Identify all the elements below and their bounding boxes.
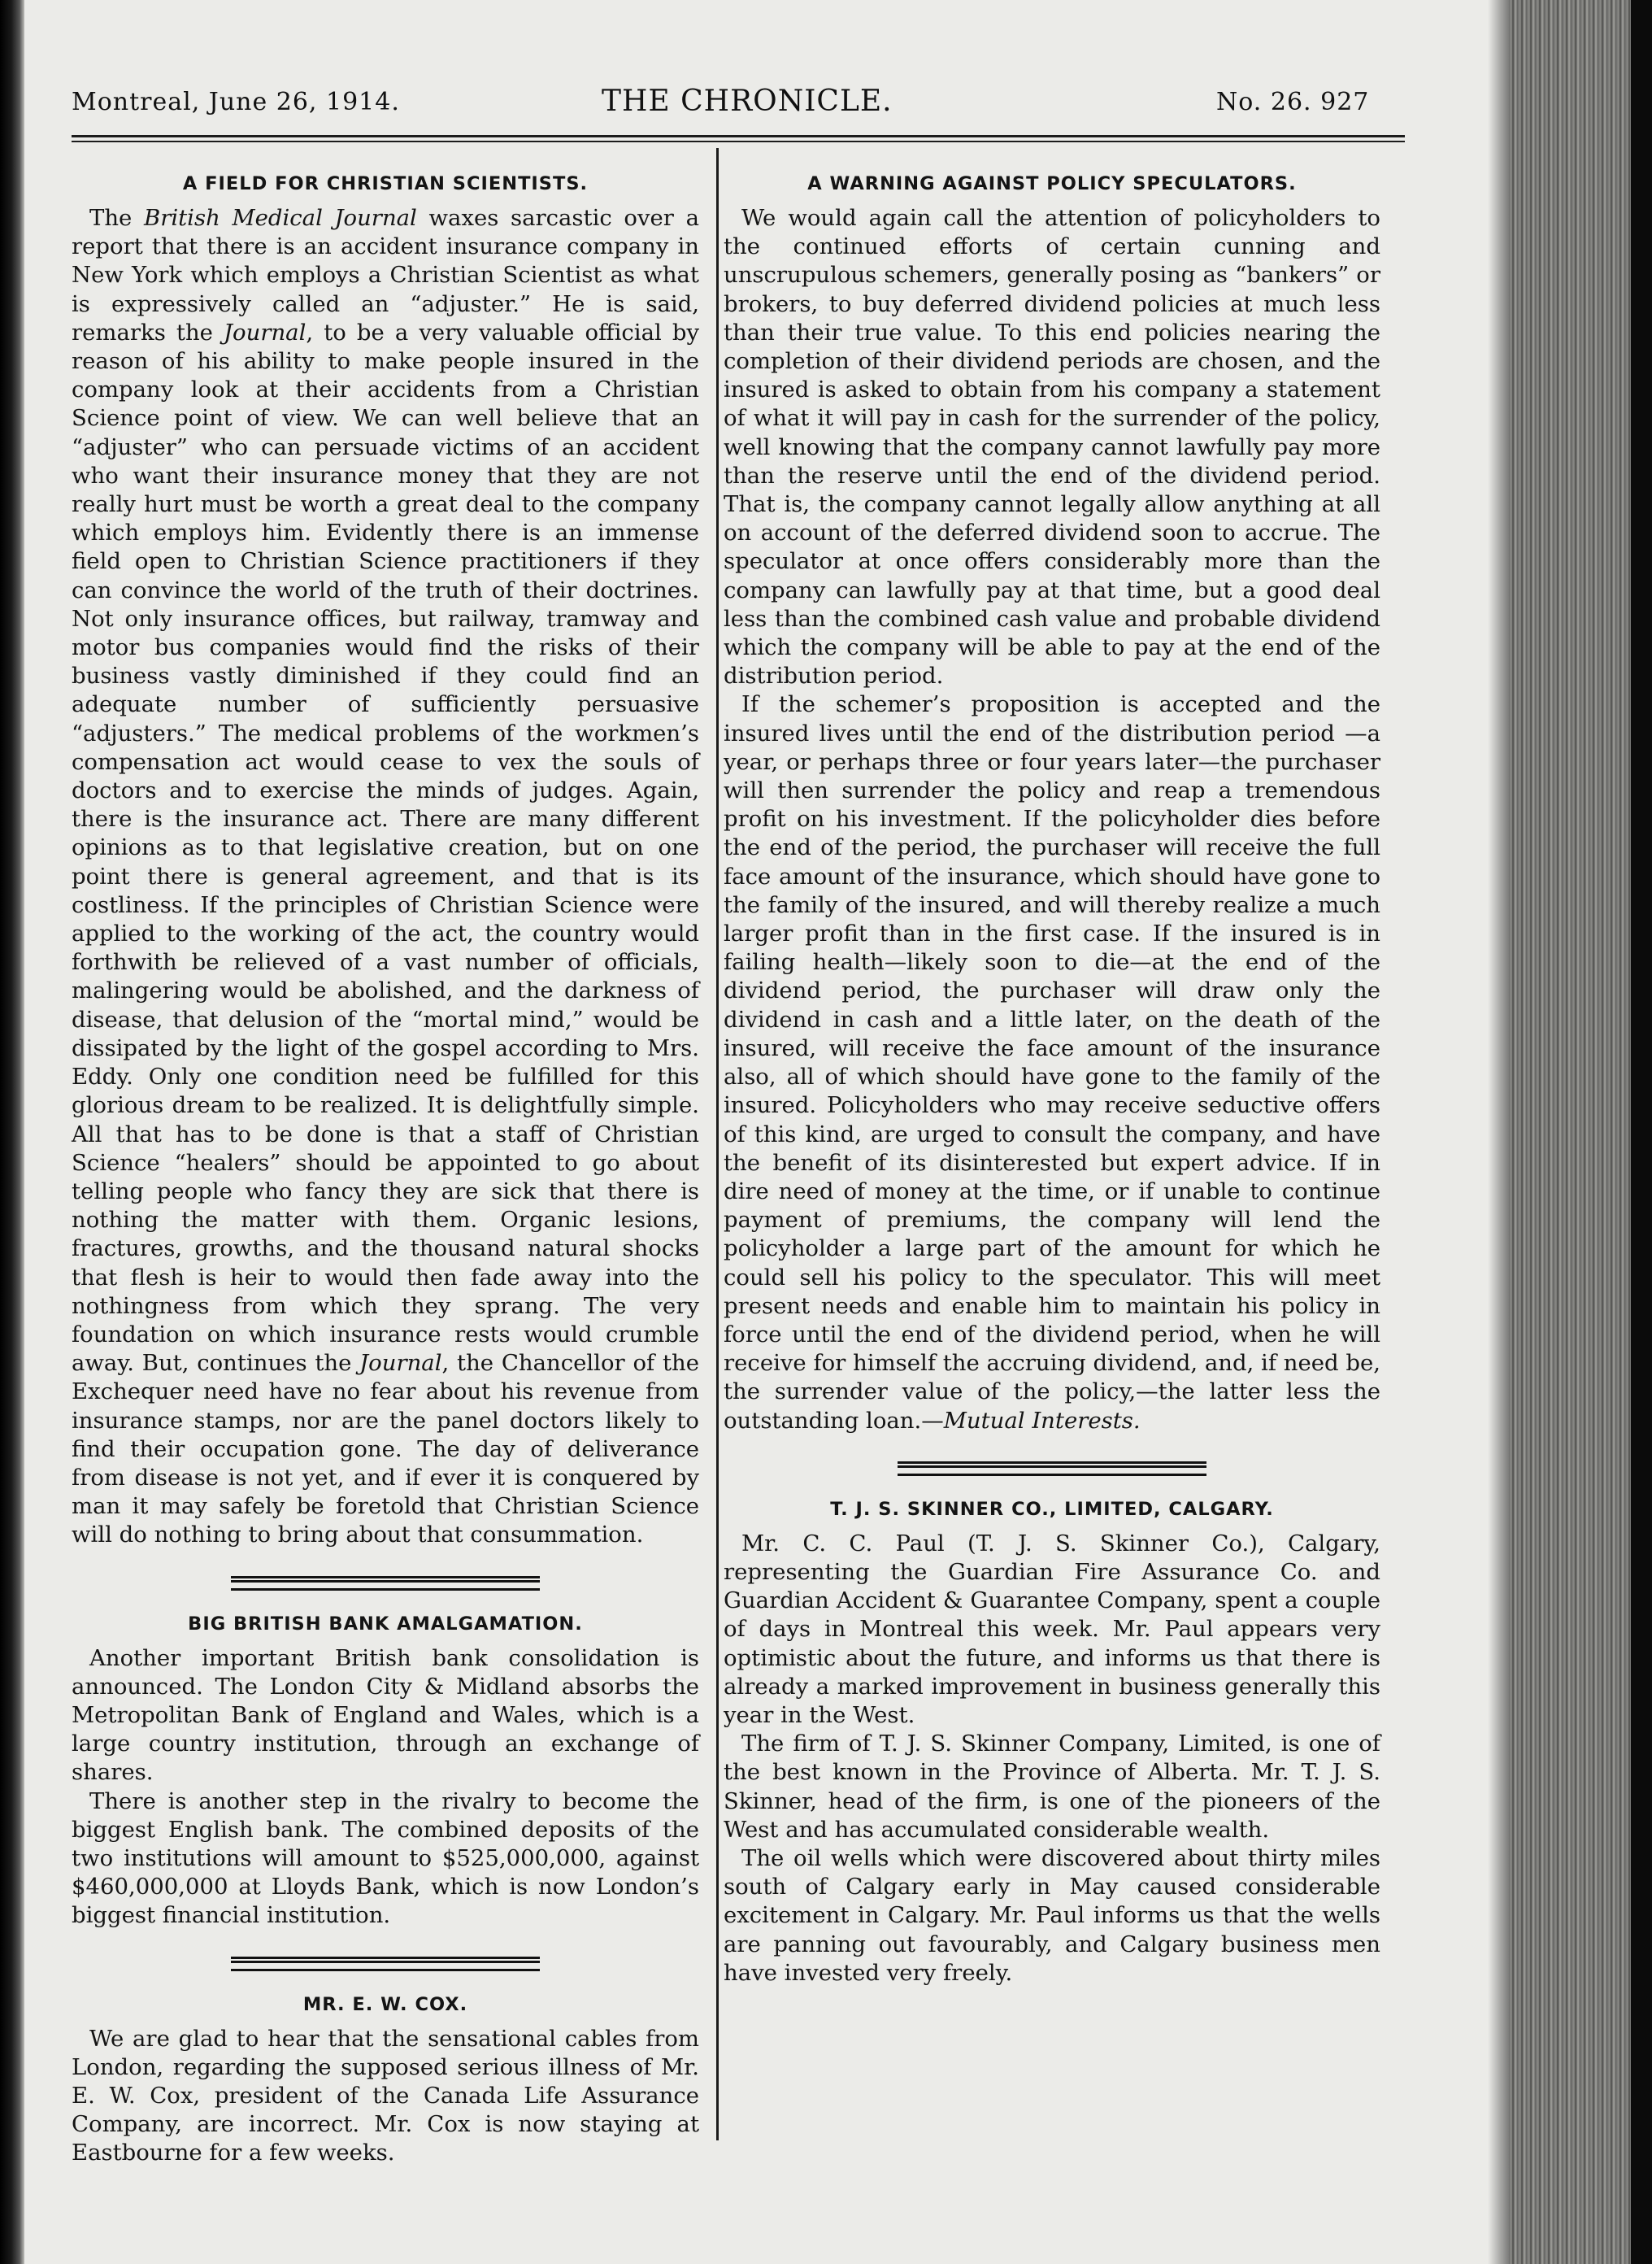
publication-name: Journal bbox=[224, 319, 306, 346]
text-run: , to be a very valuable official by reason of his ability to make people insured in the company look at their accidents from a Christian Science point of view. We can well believe that an “adjuster” who can persuade victims of an accident who want their insurance money that they are not really hurt must be worth a great deal to the company which employs him. Evidently there is an immense field open to Christian Science practitioners if they can convince the world of the truth of their doctrines. Not only insurance offices, but railway, tramway and motor bus companies would find the risks of their business vastly diminished if they could find an adequate number of sufficiently persuasive “adjusters.” The medical problems of the workmen’s compensation act would cease to vex the souls of doctors and to exercise the minds of judges. Again, there is the insurance act. There are many different opinions as to that legislative creation, but on one point there is general agreement, and that is its costliness. If the principles of Christian Science were applied to the working of the act, the country would forthwith be relieved of a vast number of officials, malingering would be abolished, and the darkness of disease, that delusion of the “mortal mind,” would be dissipated by the light of the gospel according to Mrs. Eddy. Only one condition need be fulfilled for this glorious dream to be realized. It is delightfully simple. All that has to be done is that a staff of Christian Science “healers” should be appointed to go about telling people who fancy they are sick that there is nothing the matter with them. Organic lesions, fractures, growths, and the thousand natural shocks that flesh is heir to would then fade away into the nothingness from which they sprang. The very foundation on which insurance rests would crumble away. But, continues the bbox=[72, 319, 699, 1377]
issue-page-number: No. 26. 927 bbox=[1216, 88, 1370, 116]
article-paragraph: Mr. C. C. Paul (T. J. S. Skinner Co.), Calgary, representing the Guardian Fire Assurance Co. and Guardian Accident & Guarantee Company, spent a couple of days in Montreal this week. Mr. Paul appears very optimistic about the future, and informs us that there is already a marked improvement in business generally this year in the West. bbox=[724, 1530, 1380, 1728]
section-divider bbox=[72, 1565, 699, 1597]
article-cox bbox=[72, 1992, 699, 2168]
right-column bbox=[724, 167, 1380, 1988]
section-divider bbox=[72, 1945, 699, 1978]
article-source: Mutual Interests. bbox=[943, 1407, 1141, 1434]
article-heading: MR. E. W. COX. bbox=[302, 1993, 468, 2015]
text-run: , the Chancellor of the Exchequer need have no fear about his revenue from insurance stamps, nor are the panel doctors likely to find their occupation gone. The day of deliverance from disease is not yet, and if ever it is conquered by man it may safely be foretold that Christian Science will do nothing to bring about that consummation. bbox=[72, 1350, 699, 1548]
page-header bbox=[0, 81, 1415, 130]
article-heading: A FIELD FOR CHRISTIAN SCIENTISTS. bbox=[182, 173, 589, 194]
publication-name: British Medical Journal bbox=[143, 205, 417, 231]
header-rule bbox=[72, 135, 1405, 142]
masthead-title: THE CHRONICLE. bbox=[602, 85, 893, 118]
article-paragraph: Another important British bank consolidation is announced. The London City & Midland absorbs the Metropolitan Bank of England and Wales, which is a large country institution, through an exchange of shares. bbox=[72, 1644, 699, 1786]
book-page-edges bbox=[1509, 0, 1652, 2264]
article-paragraph bbox=[724, 690, 1380, 1435]
text-run: The bbox=[89, 205, 144, 231]
article-bank-amalgamation bbox=[72, 1612, 699, 1931]
article-paragraph: The firm of T. J. S. Skinner Company, Limited, is one of the best known in the Province of Alberta. Mr. T. J. S. Skinner, head of the firm, is one of the pioneers of the West and has accumulated considerable wealth. bbox=[724, 1731, 1380, 1843]
text-run: If the schemer’s proposition is accepted and the insured lives until the end of the distribution period —a year, or perhaps three or four years later—the purchaser will then surrender the policy and reap a tremendous profit on his investment. If the policyholder dies before the end of the period, the purchaser will receive the full face amount of the insurance, which should have gone to the family of the insured, and will thereby realize a much larger profit than in the first case. If the insured is in failing health—likely soon to die—at the end of the dividend period, the purchaser will draw only the dividend in cash and a little later, on the death of the insured, will receive the face amount of the insurance also, all of which should have gone to the family of the insured. Policyholders who may receive seductive offers of this kind, are urged to consult the company, and have the benefit of its disinterested but expert advice. If in dire need of money at the time, or if unable to continue payment of premiums, the company will lend the policyholder a large part of the amount for which he could sell his policy to the speculator. This will meet present needs and enable him to maintain his policy in force until the end of the dividend period, when he will receive for himself the accruing dividend, and, if need be, the surrender value of the policy,—the latter less the outstanding loan.— bbox=[724, 691, 1380, 1434]
article-paragraph: The oil wells which were discovered about thirty miles south of Calgary early in May caused considerable excitement in Calgary. Mr. Paul informs us that the wells are panning out favourably, and Calgary business men have invested very freely. bbox=[724, 1844, 1380, 1986]
column-rule bbox=[716, 148, 719, 2140]
article-skinner bbox=[724, 1497, 1380, 1988]
article-heading: T. J. S. SKINNER CO., LIMITED, CALGARY. bbox=[830, 1498, 1274, 1520]
article-paragraph: There is another step in the rivalry to become the biggest English bank. The combined deposits of the two institutions will amount to $525,000,000, against $460,000,000 at Lloyds Bank, which is now London’s biggest financial institution. bbox=[72, 1787, 699, 1929]
article-paragraph: We are glad to hear that the sensational cables from London, regarding the supposed serious illness of Mr. E. W. Cox, president of the Canada Life Assurance Company, are incorrect. Mr. Cox is now staying at Eastbourne for a few weeks. bbox=[72, 2025, 699, 2166]
header-dateline: Montreal, June 26, 1914. bbox=[72, 88, 400, 116]
article-heading: A WARNING AGAINST POLICY SPECULATORS. bbox=[807, 173, 1297, 194]
article-heading: BIG BRITISH BANK AMALGAMATION. bbox=[188, 1613, 583, 1635]
binding-gutter bbox=[0, 0, 24, 2264]
text-run: waxes sarcastic over a report that there is an accident insurance company in New York which employs a Christian Scientist as what is expressively called an “adjuster.” He is said, remarks the bbox=[72, 205, 699, 346]
article-paragraph bbox=[72, 204, 699, 1550]
article-policy-speculators bbox=[724, 172, 1380, 1435]
left-column bbox=[72, 167, 699, 2168]
publication-name: Journal bbox=[359, 1350, 442, 1377]
article-paragraph: We would again call the attention of policyholders to the continued efforts of certain cunning and unscrupulous schemers, generally posing as “bankers” or brokers, to buy deferred dividend policies at much less than their true value. To this end policies nearing the completion of their dividend periods are chosen, and the insured is asked to obtain from his company a statement of what it will pay in cash for the surrender of the policy, well knowing that the company cannot lawfully pay more than the reserve until the end of the dividend period. That is, the company cannot legally allow anything at all on account of the deferred dividend soon to accrue. The speculator at once offers considerably more than the company can lawfully pay at that time, but a good deal less than the combined cash value and probable dividend which the company will be able to pay at the end of the distribution period. bbox=[724, 205, 1380, 690]
section-divider bbox=[724, 1450, 1380, 1482]
article-christian-scientists bbox=[72, 172, 699, 1550]
